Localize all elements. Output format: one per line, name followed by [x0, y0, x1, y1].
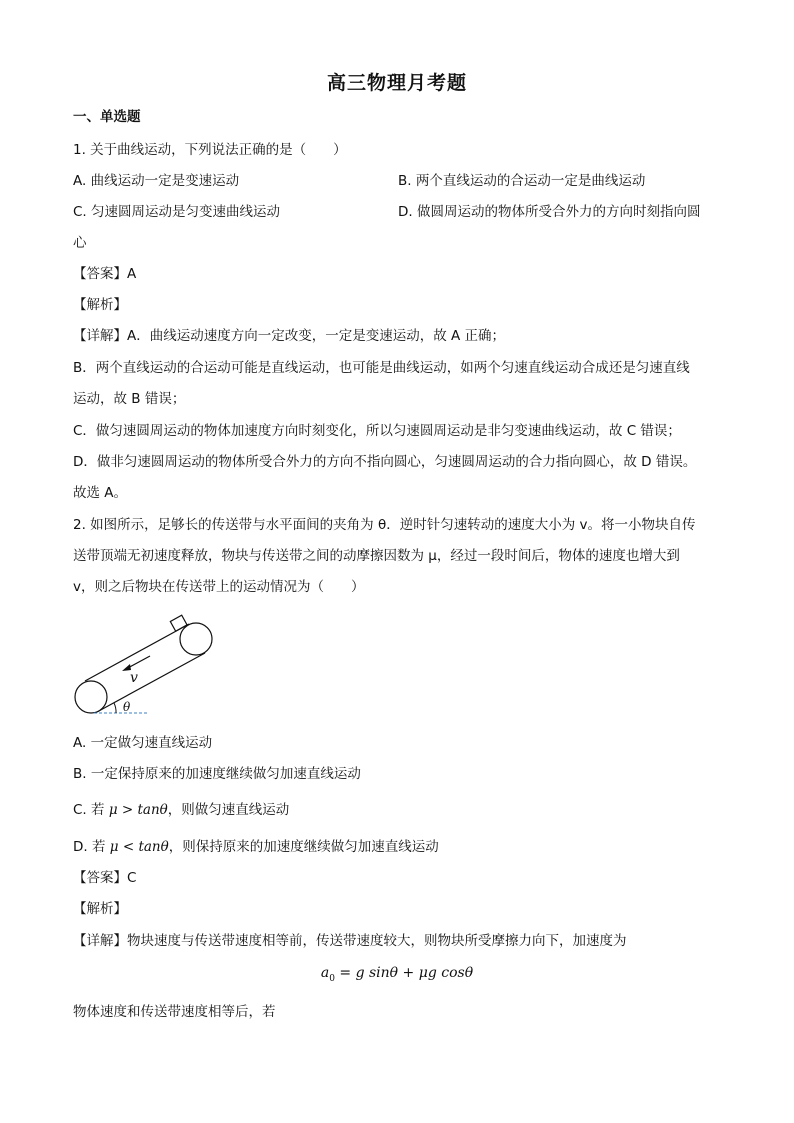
conveyor-belt-figure: [68, 610, 228, 722]
small-block: [170, 615, 187, 631]
q2-option-d-result: ，则保持原来的加速度继续做匀加速直线运动: [168, 839, 439, 855]
q2-option-a: A. 一定做匀速直线运动: [73, 735, 213, 751]
q1-option-c: C. 匀速圆周运动是匀变速曲线运动: [73, 204, 281, 220]
lower-pulley: [75, 681, 107, 713]
q2-option-c: [73, 800, 289, 820]
q1-detail-3: 运动，故 B 错误；: [73, 391, 186, 407]
angle-label: θ: [123, 700, 131, 714]
q1-option-b: B. 两个直线运动的合运动一定是曲线运动: [398, 173, 646, 189]
belt-bottom-edge: [97, 653, 205, 712]
q2-stem-line-3: v，则之后物块在传送带上的运动情况为（ ）: [73, 579, 365, 595]
q2-detail-2: 物体速度和传送带速度相等后，若: [73, 1004, 276, 1020]
q2-answer: 【答案】C: [73, 870, 137, 886]
q1-detail-2: B．两个直线运动的合运动可能是直线运动，也可能是曲线运动，如两个匀速直线运动合成还是匀速直线: [73, 360, 690, 376]
formula-rhs: = g sinθ + μg cosθ: [334, 965, 474, 981]
page-title: 高三物理月考题: [326, 72, 467, 94]
q1-option-d: D. 做圆周运动的物体所受合外力的方向时刻指向圆: [398, 204, 701, 220]
q2-detail-1: 【详解】物块速度与传送带速度相等前，传送带速度较大，则物块所受摩擦力向下，加速度为: [73, 933, 627, 949]
q1-detail-1: 【详解】A．曲线运动速度方向一定改变，一定是变速运动，故 A 正确；: [73, 328, 506, 344]
q2-analysis-label: 【解析】: [73, 901, 127, 917]
formula-lhs: a: [320, 965, 330, 981]
q1-detail-4: C．做匀速圆周运动的物体加速度方向时刻变化，所以匀速圆周运动是非匀变速曲线运动，故 C 错误；: [73, 423, 681, 439]
upper-pulley: [180, 623, 212, 655]
q1-option-d-cont: 心: [73, 235, 87, 251]
q2-option-c-condition: μ > tanθ: [108, 802, 168, 818]
q2-option-c-prefix: C. 若: [73, 802, 105, 818]
q2-option-b: B. 一定保持原来的加速度继续做匀加速直线运动: [73, 766, 361, 782]
angle-arc: [114, 703, 116, 713]
q2-stem-line-2: 送带顶端无初速度释放，物块与传送带之间的动摩擦因数为 μ，经过一段时间后，物体的速度也增大到: [73, 548, 680, 564]
q2-option-d: [73, 837, 439, 857]
q1-detail-5: D．做非匀速圆周运动的物体所受合外力的方向不指向圆心，匀速圆周运动的合力指向圆心，故 D 错误。: [73, 454, 697, 470]
q2-option-d-condition: μ < tanθ: [109, 839, 169, 855]
formula-subscript: 0: [329, 973, 335, 984]
section-heading: 一、单选题: [73, 109, 141, 125]
q1-stem: 1. 关于曲线运动，下列说法正确的是（ ）: [73, 142, 347, 158]
q2-option-d-prefix: D. 若: [73, 839, 106, 855]
q2-stem-line-1: 2. 如图所示，足够长的传送带与水平面间的夹角为 θ．逆时针匀速转动的速度大小为 v。将一小物块自传: [73, 517, 696, 533]
conveyor-belt-diagram: [68, 610, 228, 722]
acceleration-formula: [0, 965, 794, 984]
q1-answer: 【答案】A: [73, 266, 137, 282]
velocity-label: v: [130, 670, 138, 686]
q2-option-c-result: ，则做匀速直线运动: [167, 802, 290, 818]
q1-analysis-label: 【解析】: [73, 297, 127, 313]
q1-option-a: A. 曲线运动一定是变速运动: [73, 173, 240, 189]
q1-conclusion: 故选 A。: [73, 485, 128, 501]
